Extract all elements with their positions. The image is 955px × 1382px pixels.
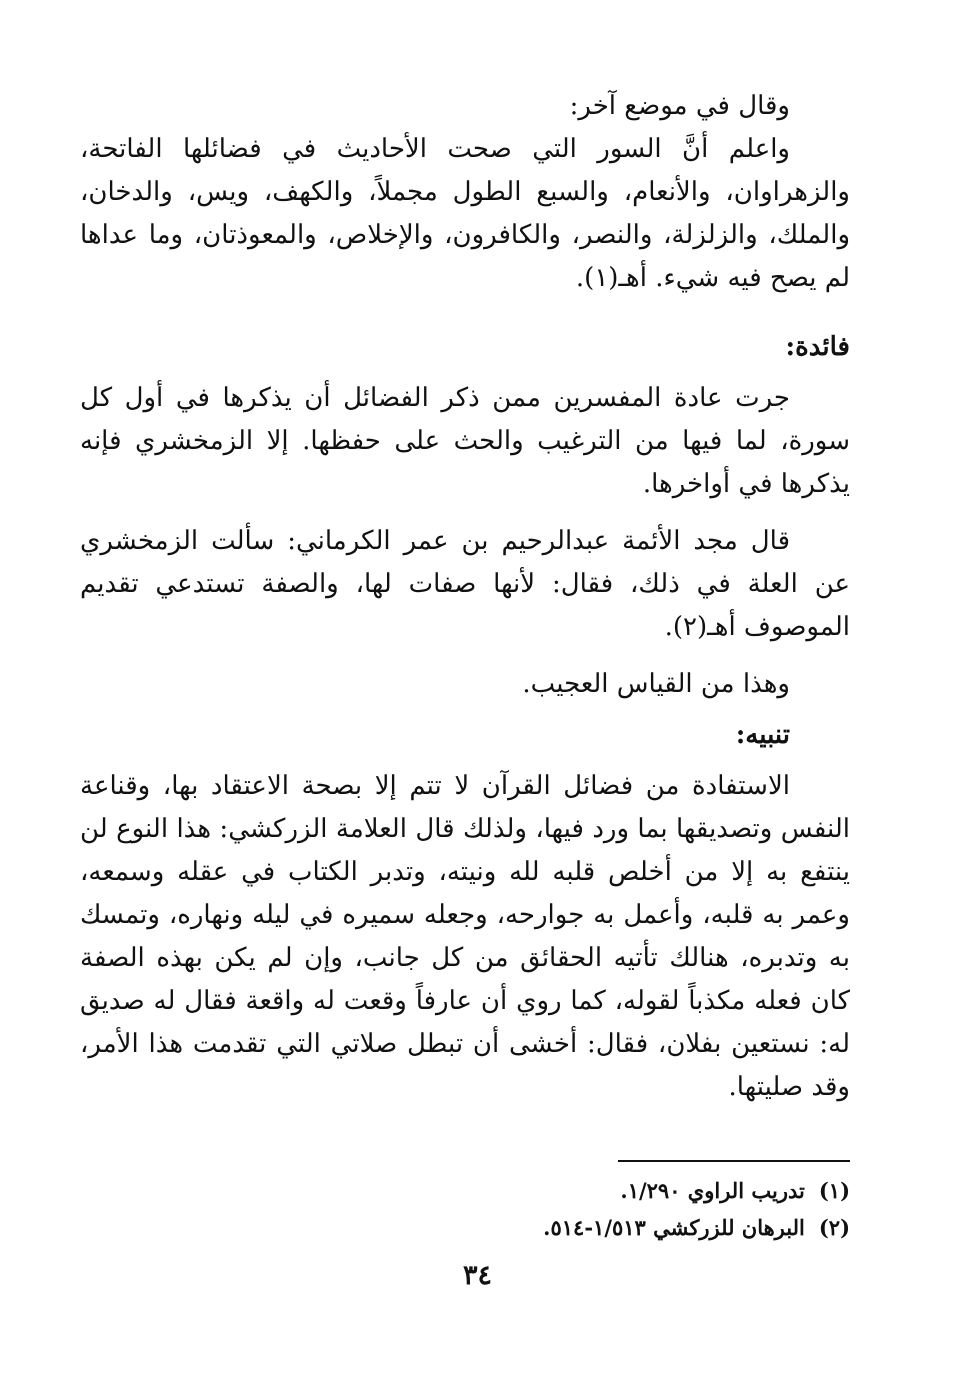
page-body xyxy=(80,85,850,1109)
faida-paragraph-3: وهذا من القياس العجيب. xyxy=(522,669,790,699)
heading-spacer xyxy=(80,369,850,377)
footnote-2 xyxy=(80,1209,850,1246)
footnote-2-text: البرهان للزركشي ١/٥١٣-٥١٤. xyxy=(543,1215,805,1240)
footnote-1-text: تدريب الراوي ١/٢٩٠. xyxy=(620,1178,805,1203)
quote-paragraph: واعلم أنَّ السور التي صحت الأحاديث في فضائلها الفاتحة، والزهراوان، والأنعام، والسبع الطول مجملاً، والكهف، ويس، والدخان، والملك، والزلزلة، والنصر، والكافرون، والإخلاص، والمعوذتان، وما عداها لم يصح فيه شيء. أهـ(١). xyxy=(80,134,850,293)
paragraph-spacer xyxy=(80,649,850,663)
tanbih-paragraph: الاستفادة من فضائل القرآن لا تتم إلا بصحة الاعتقاد بها، وقناعة النفس وتصديقها بما ورد فيها، ولذلك قال العلامة الزركشي: هذا النوع لن ينتفع به إلا من أخلص قلبه لله ونيته، وتدبر الكتاب في عقله وسمعه، وعمر به قلبه، وأعمل به جوارحه، وجعله سميره في ليله ونهاره، وتمسك به وتدبره، هنالك تأتيه الحقائق من كل جانب، وإن لم يكن بهذه الصفة كان فعله مكذباً لقوله، كما روي أن عارفاً وقعت له واقعة فقال له صديق له: نستعين بفلان، فقال: أخشى أن تبطل صلاتي التي تقدمت هذا الأمر، وقد صليتها. xyxy=(80,771,850,1102)
tanbih-heading: تنبيه: xyxy=(735,720,790,750)
footnote-1 xyxy=(80,1172,850,1209)
paragraph-spacer xyxy=(80,506,850,520)
footnote-1-number: (١) xyxy=(818,1178,850,1203)
heading-spacer xyxy=(80,757,850,765)
section-spacer xyxy=(80,706,850,714)
faida-heading: فائدة: xyxy=(785,332,850,362)
intro-line: وقال في موضع آخر: xyxy=(569,91,790,121)
faida-paragraph-1: جرت عادة المفسرين ممن ذكر الفضائل أن يذكرها في أول كل سورة، لما فيها من الترغيب والحث على حفظها. إلا الزمخشري فإنه يذكرها في أواخرها. xyxy=(80,383,850,499)
footnote-2-number: (٢) xyxy=(818,1215,850,1240)
footnotes xyxy=(80,1160,850,1246)
footnote-divider xyxy=(618,1160,850,1162)
faida-paragraph-2: قال مجد الأئمة عبدالرحيم بن عمر الكرماني: سألت الزمخشري عن العلة في ذلك، فقال: لأنها صفات لها، والصفة تستدعي تقديم الموصوف أهـ(٢). xyxy=(80,526,850,642)
page-number: ٣٤ xyxy=(462,1260,492,1291)
section-spacer xyxy=(80,300,850,326)
